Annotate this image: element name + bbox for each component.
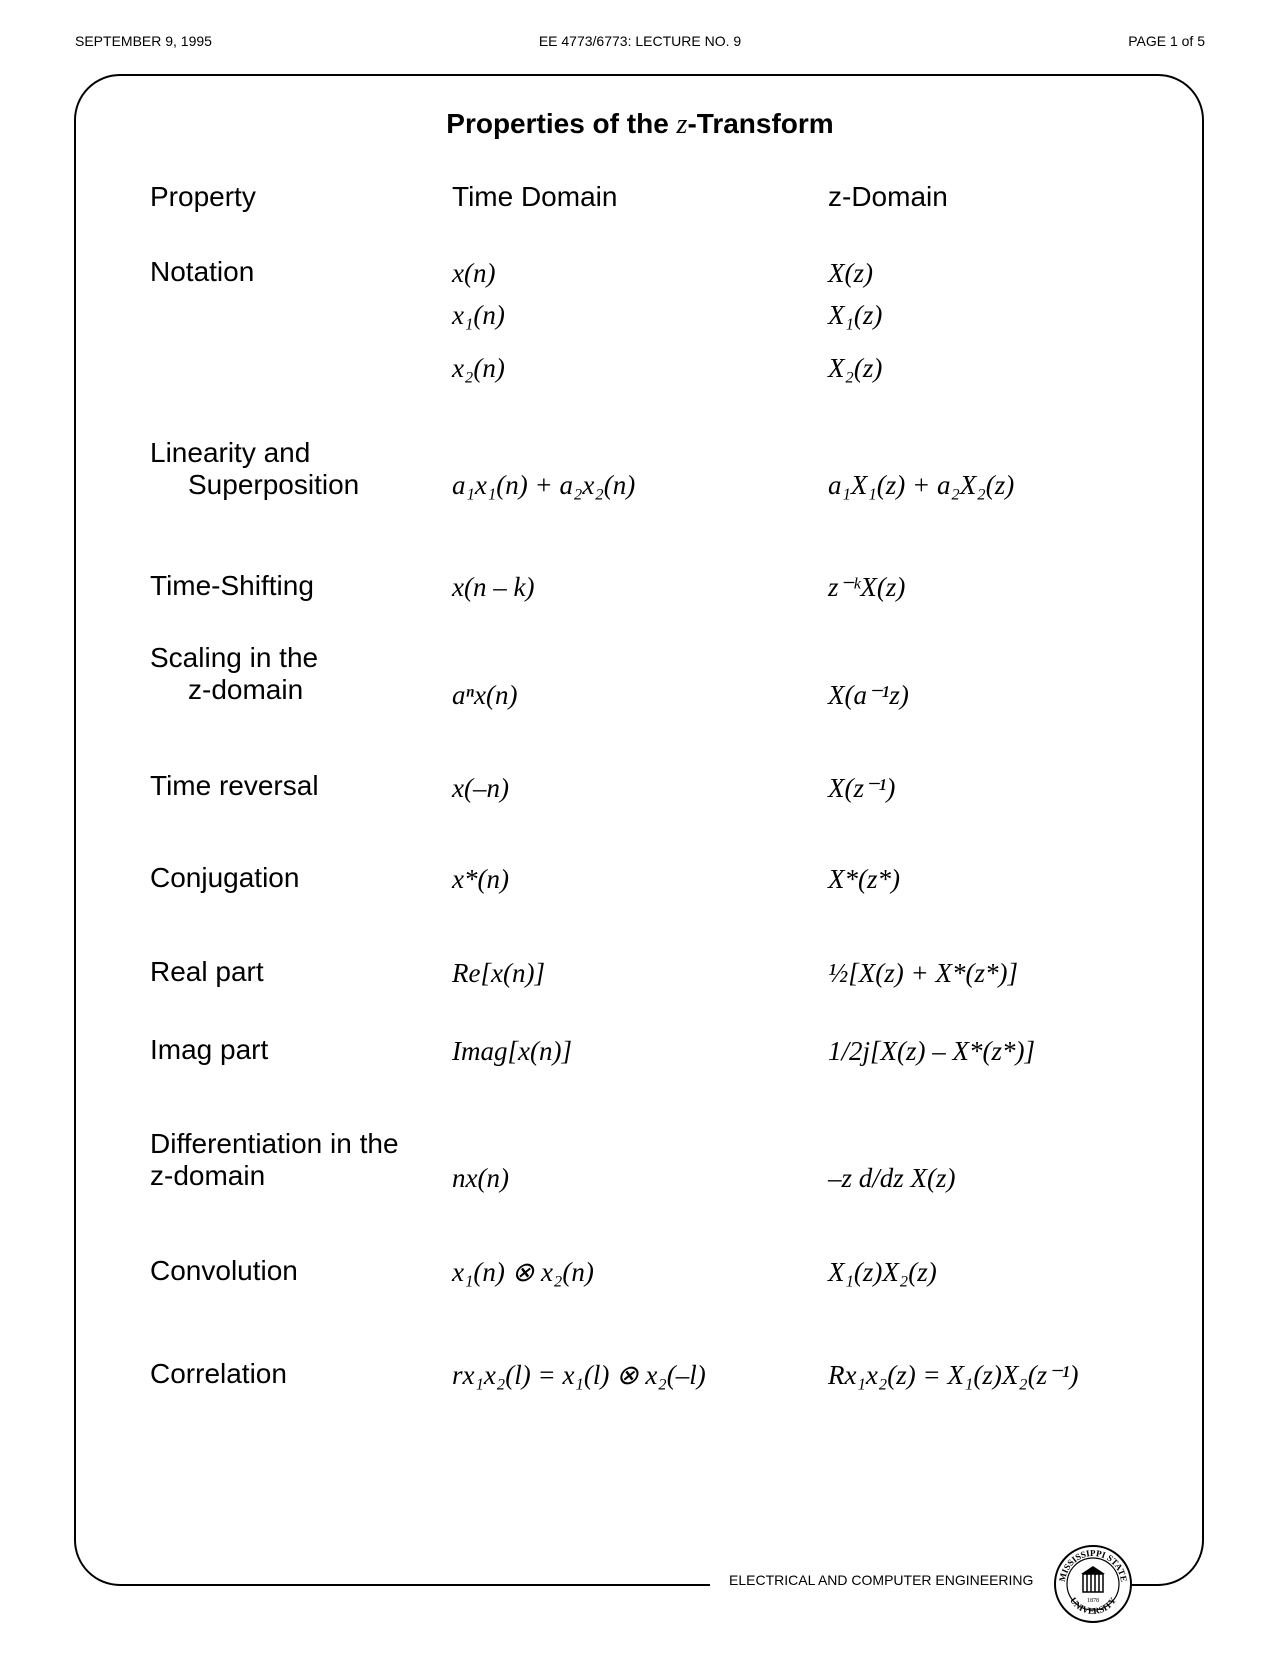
property-scaling-line1: Scaling in the [150, 642, 319, 673]
time-notation-2: x₁(n) [452, 300, 505, 330]
column-header-time-domain: Time Domain [452, 181, 618, 212]
time-scaling: aⁿx(n) [452, 680, 518, 710]
property-conjugation: Conjugation [150, 862, 300, 893]
title-var: z [676, 109, 688, 140]
property-differentiation-line2: z-domain [150, 1160, 266, 1191]
z-scaling: X(a⁻¹z) [828, 680, 909, 710]
property-convolution: Convolution [150, 1255, 298, 1286]
z-correlation: Rx₁x₂(z) = X₁(z)X₂(z⁻¹) [828, 1360, 1079, 1390]
column-header-property: Property [150, 181, 256, 212]
seal-text-top: MISSISSIPPI STATE [1056, 1547, 1129, 1583]
seal-text-bottom: UNIVERSITY [1068, 1595, 1118, 1617]
time-time-reversal: x(–n) [452, 773, 509, 803]
property-time-shifting: Time-Shifting [150, 570, 314, 601]
header-course: EE 4773/6773: LECTURE NO. 9 [538, 33, 742, 49]
time-time-shifting: x(n – k) [452, 572, 535, 602]
z-real-part: ½[X(z) + X*(z*)] [828, 958, 1018, 988]
page-title [0, 108, 1280, 141]
z-imag-part: 1/2j[X(z) – X*(z*)] [828, 1036, 1035, 1066]
time-correlation: rx₁x₂(l) = x₁(l) ⊗ x₂(–l) [452, 1360, 706, 1390]
property-real-part: Real part [150, 956, 264, 987]
time-notation-1: x(n) [452, 258, 496, 288]
z-notation-1: X(z) [828, 258, 873, 288]
time-imag-part: Imag[x(n)] [452, 1036, 572, 1066]
z-linearity: a₁X₁(z) + a₂X₂(z) [828, 470, 1015, 500]
z-time-reversal: X(z⁻¹) [828, 773, 896, 803]
time-linearity: a₁x₁(n) + a₂x₂(n) [452, 470, 636, 500]
z-notation-3: X₂(z) [828, 353, 883, 383]
title-prefix: Properties of the [446, 108, 677, 139]
property-time-reversal: Time reversal [150, 770, 319, 801]
time-differentiation: nx(n) [452, 1163, 509, 1193]
property-differentiation-line1: Differentiation in the [150, 1128, 399, 1159]
z-differentiation: –z d/dz X(z) [828, 1163, 956, 1193]
z-notation-2: X₁(z) [828, 300, 883, 330]
property-linearity-line1: Linearity and [150, 437, 311, 468]
property-linearity [150, 437, 359, 501]
z-convolution: X₁(z)X₂(z) [828, 1257, 937, 1287]
header-page: PAGE 1 of 5 [1128, 33, 1205, 49]
property-scaling [150, 642, 318, 706]
time-convolution: x₁(n) ⊗ x₂(n) [452, 1257, 594, 1287]
z-time-shifting: z⁻ᵏX(z) [828, 572, 906, 602]
z-conjugation: X*(z*) [828, 864, 900, 894]
property-notation: Notation [150, 256, 255, 287]
property-correlation: Correlation [150, 1358, 287, 1389]
title-suffix: -Transform [687, 108, 834, 139]
property-imag-part: Imag part [150, 1034, 269, 1065]
property-scaling-line2: z-domain [188, 674, 304, 705]
time-notation-3: x₂(n) [452, 353, 505, 383]
header-date: SEPTEMBER 9, 1995 [75, 33, 212, 49]
university-seal-icon [1053, 1544, 1133, 1624]
column-header-z-domain: z-Domain [828, 181, 948, 212]
footer-department: ELECTRICAL AND COMPUTER ENGINEERING [725, 1572, 1037, 1588]
seal-year: 1878 [1087, 1598, 1099, 1604]
time-conjugation: x*(n) [452, 864, 509, 894]
time-real-part: Re[x(n)] [452, 958, 545, 988]
property-differentiation [150, 1128, 399, 1192]
property-linearity-line2: Superposition [188, 469, 360, 500]
